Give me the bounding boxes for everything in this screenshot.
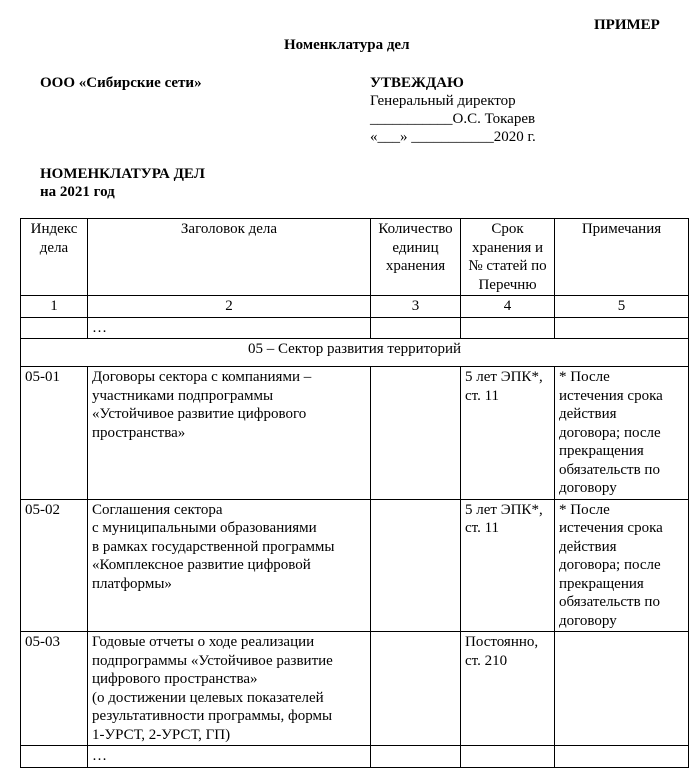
header-notes: Примечания <box>555 219 689 296</box>
ellipsis: … <box>88 746 371 768</box>
table-row <box>21 499 689 632</box>
row-title: Соглашения сектора с муниципальными образованиями в рамках государственной программы «Комплексное развитие цифровой платформы» <box>88 499 371 632</box>
approval-position: Генеральный директор <box>370 93 516 109</box>
approval-signature: ___________О.С. Токарев <box>370 111 536 127</box>
ellipsis-row <box>21 317 689 339</box>
document-year: на 2021 год <box>40 184 115 200</box>
header-title: Заголовок дела <box>88 219 371 296</box>
table-row <box>21 367 689 500</box>
ellipsis-row <box>21 746 689 768</box>
column-number: 3 <box>371 296 461 318</box>
row-count <box>371 499 461 632</box>
header-term: Срок хранения и № статей по Перечню <box>461 219 555 296</box>
row-count <box>371 367 461 500</box>
nomenclature-table <box>20 218 689 768</box>
row-title: Договоры сектора с компаниями – участниками подпрограммы «Устойчивое развитие цифрового пространства» <box>88 367 371 500</box>
document-title: НОМЕНКЛАТУРА ДЕЛ <box>40 166 205 182</box>
header-count: Количество единиц хранения <box>371 219 461 296</box>
column-number: 2 <box>88 296 371 318</box>
header-index: Индекс дела <box>21 219 88 296</box>
row-index: 05-01 <box>21 367 88 500</box>
section-row <box>21 339 689 367</box>
ellipsis: … <box>88 317 371 339</box>
row-notes: * После истечения срока действия договора; после прекращения обязательств по договору <box>555 499 689 632</box>
row-notes <box>555 632 689 746</box>
column-number: 4 <box>461 296 555 318</box>
table-header-row <box>21 219 689 296</box>
row-title: Годовые отчеты о ходе реализации подпрограммы «Устойчивое развитие цифрового пространства» (о достижении целевых показателей результативности программы, формы 1-УРСТ, 2-УРСТ, ГП) <box>88 632 371 746</box>
column-number-row <box>21 296 689 318</box>
row-term: 5 лет ЭПК*, ст. 11 <box>461 499 555 632</box>
example-label: ПРИМЕР <box>594 17 660 33</box>
approval-heading: УТВЕЖДАЮ <box>370 75 464 91</box>
row-notes: * После истечения срока действия договора; после прекращения обязательств по договору <box>555 367 689 500</box>
row-term: 5 лет ЭПК*, ст. 11 <box>461 367 555 500</box>
table-row <box>21 632 689 746</box>
approval-date: «___» ___________2020 г. <box>370 129 536 145</box>
row-index: 05-03 <box>21 632 88 746</box>
page-title: Номенклатура дел <box>284 37 410 53</box>
column-number: 5 <box>555 296 689 318</box>
section-title: 05 – Сектор развития территорий <box>21 339 689 367</box>
row-term: Постоянно, ст. 210 <box>461 632 555 746</box>
column-number: 1 <box>21 296 88 318</box>
organization-name: ООО «Сибирские сети» <box>40 75 202 91</box>
row-count <box>371 632 461 746</box>
row-index: 05-02 <box>21 499 88 632</box>
